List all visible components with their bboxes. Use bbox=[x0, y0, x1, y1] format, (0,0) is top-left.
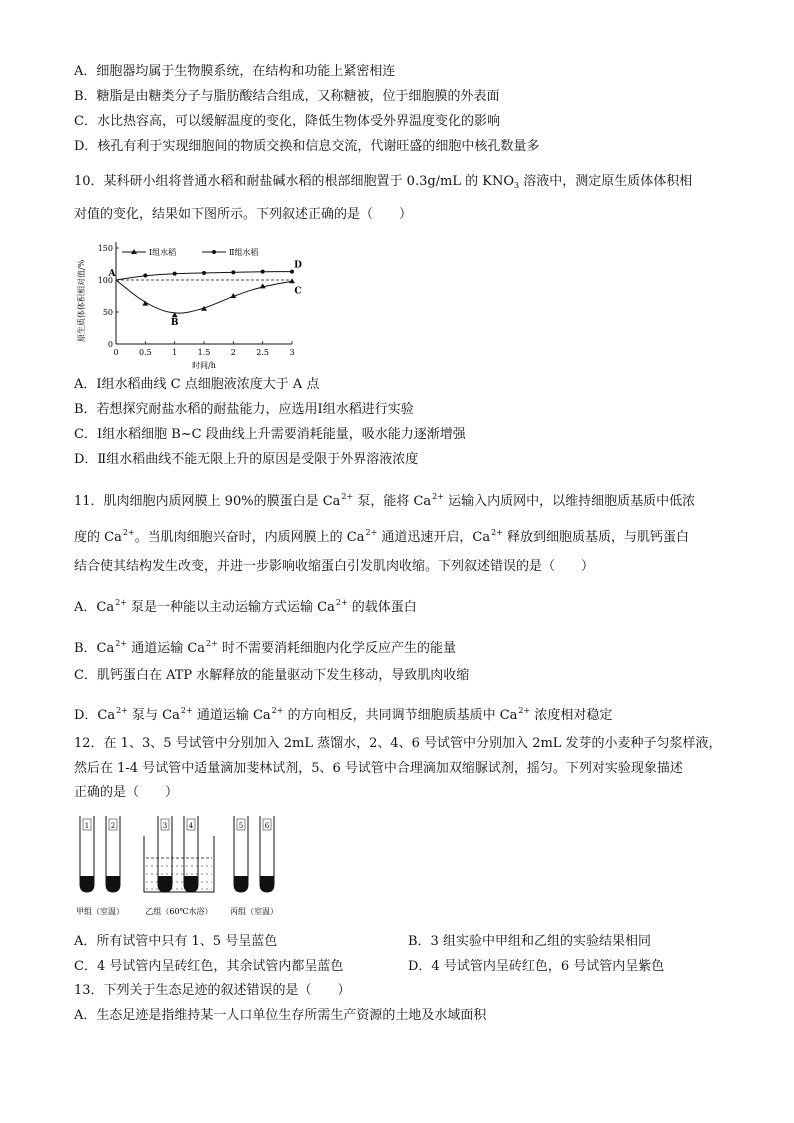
q11-stem-line2 bbox=[74, 524, 689, 547]
text: A．Ca bbox=[74, 600, 115, 615]
x-tick-label: 3 bbox=[289, 348, 295, 357]
text: 度的 Ca bbox=[74, 530, 122, 545]
group-label-jia: 甲组（室温） bbox=[76, 907, 124, 916]
text: 运输入内质网中，以维持细胞质基质中低浓 bbox=[443, 494, 696, 509]
text: 的方向相反，共同调节细胞质基质中 Ca bbox=[283, 708, 518, 723]
ion-charge: 2+ bbox=[122, 528, 135, 537]
y-tick-label: 150 bbox=[97, 244, 113, 253]
q10-option-c: C．Ⅰ组水稻细胞 B~C 段曲线上升需要消耗能量，吸水能力逐渐增强 bbox=[74, 427, 466, 442]
x-tick-label: 0 bbox=[113, 348, 119, 357]
q12-stem-line3: 正确的是（ ） bbox=[74, 785, 179, 800]
q10-stem-part: 溶液中，测定原生质体体积相 bbox=[519, 174, 693, 189]
x-tick-label: 2 bbox=[230, 348, 236, 357]
x-axis-label: 时间/h bbox=[192, 361, 216, 370]
ion-charge: 2+ bbox=[271, 706, 284, 715]
text: 泵是一种能以主动运输方式运输 Ca bbox=[126, 600, 335, 615]
text: 。当肌肉细胞兴奋时，内质网膜上的 Ca bbox=[134, 530, 365, 545]
ion-charge: 2+ bbox=[432, 492, 444, 501]
ion-charge: 2+ bbox=[206, 639, 218, 648]
text: 11．肌肉细胞内质网膜上 90%的膜蛋白是 Ca bbox=[74, 494, 341, 509]
chart-ticks bbox=[98, 244, 295, 357]
q11-option-a bbox=[74, 594, 417, 617]
q10-stem-part: 10．某科研小组将普通水稻和耐盐碱水稻的根部细胞置于 0.3g/mL 的 KNO bbox=[74, 174, 515, 189]
q12-stem-line1: 12．在 1、3、5 号试管中分别加入 2mL 蒸馏水，2、4、6 号试管中分别加入 2mL 发芽的小麦种子匀浆样液， bbox=[74, 736, 722, 751]
q10-option-d: D．Ⅱ组水稻曲线不能无限上升的原因是受限于外界溶液浓度 bbox=[74, 452, 419, 467]
text: D．Ca bbox=[74, 708, 116, 723]
text: 泵，能将 Ca bbox=[353, 494, 432, 509]
text: B．Ca bbox=[74, 641, 115, 656]
y-axis-label: 原生质体体积相对值/% bbox=[77, 259, 86, 342]
ion-charge: 2+ bbox=[115, 639, 128, 648]
q9-option-b: B．糖脂是由糖类分子与脂肪酸结合组成，又称糖被，位于细胞膜的外表面 bbox=[74, 89, 500, 104]
tube-number: 5 bbox=[238, 822, 244, 830]
tube-3 bbox=[158, 816, 172, 892]
point-marker-circle bbox=[261, 270, 265, 274]
q9-option-a: A．细胞器均属于生物膜系统，在结构和功能上紧密相连 bbox=[74, 64, 396, 79]
tube-number: 4 bbox=[188, 822, 194, 830]
text: 通道迅速开启，Ca bbox=[377, 530, 491, 545]
ion-charge: 2+ bbox=[491, 528, 503, 537]
q10-stem-line2: 对值的变化，结果如下图所示。下列叙述正确的是（ ） bbox=[74, 207, 413, 222]
point-marker-triangle bbox=[260, 283, 266, 288]
q9-option-d: D．核孔有利于实现细胞间的物质交换和信息交流，代谢旺盛的细胞中核孔数量多 bbox=[74, 139, 540, 154]
point-label: A bbox=[108, 269, 116, 279]
point-label: B bbox=[170, 318, 179, 329]
y-tick-label: 100 bbox=[97, 276, 113, 285]
text: 浓度相对稳定 bbox=[530, 708, 613, 723]
y-tick-label: 50 bbox=[102, 308, 113, 317]
tube-number: 1 bbox=[84, 822, 90, 830]
x-tick-label: 2.5 bbox=[256, 348, 270, 357]
q11-stem-line1 bbox=[74, 488, 695, 511]
q12-test-tubes-figure bbox=[74, 812, 294, 920]
tube-6 bbox=[260, 816, 274, 892]
point-marker-circle bbox=[212, 250, 216, 254]
point-marker-circle bbox=[143, 274, 147, 278]
ion-charge: 2+ bbox=[365, 528, 378, 537]
tube-number: 6 bbox=[264, 822, 270, 830]
point-marker-circle bbox=[173, 272, 177, 276]
point-label: D bbox=[294, 260, 302, 271]
ion-charge: 2+ bbox=[335, 598, 348, 607]
tube-1 bbox=[80, 816, 94, 892]
x-tick-label: 1 bbox=[172, 348, 178, 357]
ion-charge: 2+ bbox=[116, 706, 128, 715]
tube-4 bbox=[184, 816, 198, 892]
q10-stem-line1 bbox=[74, 173, 692, 195]
chart-labels bbox=[108, 261, 303, 329]
text: 泵与 Ca bbox=[127, 708, 180, 723]
q11-option-d bbox=[74, 702, 612, 725]
x-tick-label: 0.5 bbox=[138, 348, 152, 357]
q10-option-a: A．Ⅰ组水稻曲线 C 点细胞液浓度大于 A 点 bbox=[74, 377, 320, 392]
water-bath-beaker bbox=[144, 836, 214, 892]
tube-5 bbox=[234, 816, 248, 892]
q11-option-b bbox=[74, 635, 456, 658]
q11-option-c: C．肌钙蛋白在 ATP 水解释放的能量驱动下发生移动，导致肌肉收缩 bbox=[74, 668, 470, 683]
ion-charge: 2+ bbox=[180, 706, 193, 715]
q12-option-b: B．3 组实验中甲组和乙组的实验结果相同 bbox=[408, 934, 651, 949]
point-marker-circle bbox=[231, 270, 235, 274]
q12-option-c: C．4 号试管内呈砖红色，其余试管内都呈蓝色 bbox=[74, 959, 344, 974]
ion-charge: 2+ bbox=[115, 598, 127, 607]
text: 的载体蛋白 bbox=[347, 600, 417, 615]
chart-legend bbox=[122, 247, 258, 257]
q12-stem-line2: 然后在 1-4 号试管中适量滴加斐林试剂，5、6 号试管中合理滴加双缩脲试剂，摇匀。下列对实验现象描述 bbox=[74, 761, 683, 776]
text: 时不需要消耗细胞内化学反应产生的能量 bbox=[217, 641, 456, 656]
chart-series bbox=[116, 270, 295, 318]
q12-option-a: A．所有试管中只有 1、5 号呈蓝色 bbox=[74, 934, 278, 949]
legend-label: Ⅱ组水稻 bbox=[229, 248, 259, 257]
x-tick-label: 1.5 bbox=[197, 348, 211, 357]
q10-stem-subscript: 3 bbox=[514, 181, 520, 190]
point-marker-triangle bbox=[289, 278, 295, 283]
q12-option-d: D．4 号试管内呈砖红色，6 号试管内呈紫色 bbox=[408, 959, 665, 974]
text: 释放到细胞质基质，与肌钙蛋白 bbox=[502, 530, 690, 545]
y-tick-label: 0 bbox=[107, 340, 113, 349]
q13-stem: 13．下列关于生态足迹的叙述错误的是（ ） bbox=[74, 983, 351, 998]
q10-option-b: B．若想探究耐盐水稻的耐盐能力，应选用Ⅰ组水稻进行实验 bbox=[74, 402, 414, 417]
ion-charge: 2+ bbox=[518, 706, 531, 715]
q10-line-chart bbox=[74, 236, 314, 372]
q9-option-c: C．水比热容高，可以缓解温度的变化，降低生物体受外界温度变化的影响 bbox=[74, 114, 500, 129]
q13-option-a: A．生态足迹是指维持某一人口单位生存所需生产资源的土地及水域面积 bbox=[74, 1008, 487, 1023]
tube-number: 3 bbox=[162, 822, 168, 830]
legend-label: Ⅰ组水稻 bbox=[149, 248, 177, 257]
q11-stem-line3: 结合使其结构发生改变，并进一步影响收缩蛋白引发肌肉收缩。下列叙述错误的是（ ） bbox=[74, 559, 595, 574]
text: 通道运输 Ca bbox=[192, 708, 271, 723]
ion-charge: 2+ bbox=[341, 492, 354, 501]
point-marker-circle bbox=[202, 271, 206, 275]
tube-2 bbox=[106, 816, 120, 892]
group-label-yi: 乙组（60℃水浴） bbox=[145, 907, 213, 916]
text: 通道运输 Ca bbox=[127, 641, 206, 656]
point-label: C bbox=[294, 286, 302, 297]
tube-number: 2 bbox=[110, 822, 116, 830]
group-label-bing: 丙组（室温） bbox=[230, 907, 278, 916]
